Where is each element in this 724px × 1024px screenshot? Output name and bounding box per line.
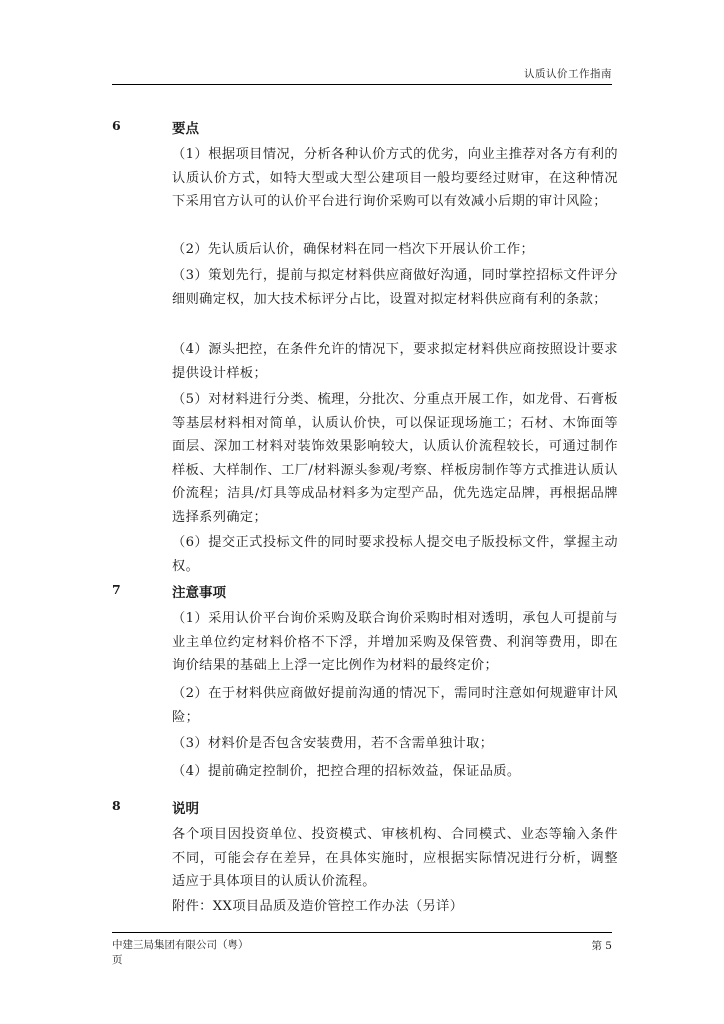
section-7-paragraph-2: （2）在于材料供应商做好提前沟通的情况下，需同时注意如何规避审计风险；	[172, 686, 618, 725]
section-7-title: 注意事项	[172, 585, 226, 601]
section-6-paragraph-6: （6）提交正式投标文件的同时要求投标人提交电子版投标文件，掌握主动权。	[172, 535, 618, 574]
header-rule	[112, 84, 612, 85]
section-8-title: 说明	[172, 801, 199, 817]
footer-page-suffix: 页	[112, 954, 123, 966]
section-6-title: 要点	[172, 121, 199, 137]
footer-page-number: 第 5	[591, 940, 612, 952]
section-6-paragraph-4: （4）源头把控，在条件允许的情况下，要求拟定材料供应商按照设计要求提供设计样板；	[172, 342, 618, 381]
section-7-paragraph-1: （1）采用认价平台询价采购及联合询价采购时相对透明，承包人可提前与业主单位约定材料价格不下浮，并增加采购及保管费、利润等费用，即在询价结果的基础上上浮一定比例作为材料的最终定价；	[172, 611, 618, 673]
section-6-paragraph-2: （2）先认质后认价，确保材料在同一档次下开展认价工作；	[172, 242, 535, 257]
section-6-paragraph-1: （1）根据项目情况，分析各种认价方式的优劣，向业主推荐对各方有利的认质认价方式，如特大型或大型公建项目一般均要经过财审，在这种情况下采用官方认可的认价平台进行询价采购可以有效减小后期的审计风险；	[172, 147, 618, 209]
section-6-number: 6	[112, 118, 121, 133]
section-7-paragraph-4: （4）提前确定控制价，把控合理的招标效益，保证品质。	[172, 764, 521, 779]
section-7-number: 7	[112, 582, 121, 597]
footer-company-name: 中建三局集团有限公司（粤）	[112, 939, 249, 951]
section-7-paragraph-3: （3）材料价是否包含安装费用，若不含需单独计取；	[172, 736, 494, 751]
section-8-paragraph-2: 附件：XX项目品质及造价管控工作办法（另详）	[172, 899, 464, 914]
section-8-paragraph-1: 各个项目因投资单位、投资模式、审核机构、合同模式、业态等输入条件不同，可能会存在差异，在具体实施时，应根据实际情况进行分析，调整适应于具体项目的认质认价流程。	[172, 827, 618, 889]
footer-rule	[112, 932, 612, 933]
section-6-paragraph-3: （3）策划先行，提前与拟定材料供应商做好沟通，同时掌控招标文件评分细则确定权，加大技术标评分占比，设置对拟定材料供应商有利的条款；	[172, 268, 618, 307]
running-header: 认质认价工作指南	[524, 68, 612, 80]
section-6-paragraph-5: （5）对材料进行分类、梳理，分批次、分重点开展工作，如龙骨、石膏板等基层材料相对简单，认质认价快，可以保证现场施工；石材、木饰面等面层、深加工材料对装饰效果影响较大，认质认价流程较长，可通过制作样板、大样制作、工厂/材料源头参观/考察、样板房制作等方式推进认质认价流程；洁具/灯具等成品材料多为定型产品，优先选定品牌，再根据品牌选择系列确定；	[172, 392, 618, 525]
footer-company	[112, 938, 262, 968]
section-8-number: 8	[112, 798, 121, 813]
